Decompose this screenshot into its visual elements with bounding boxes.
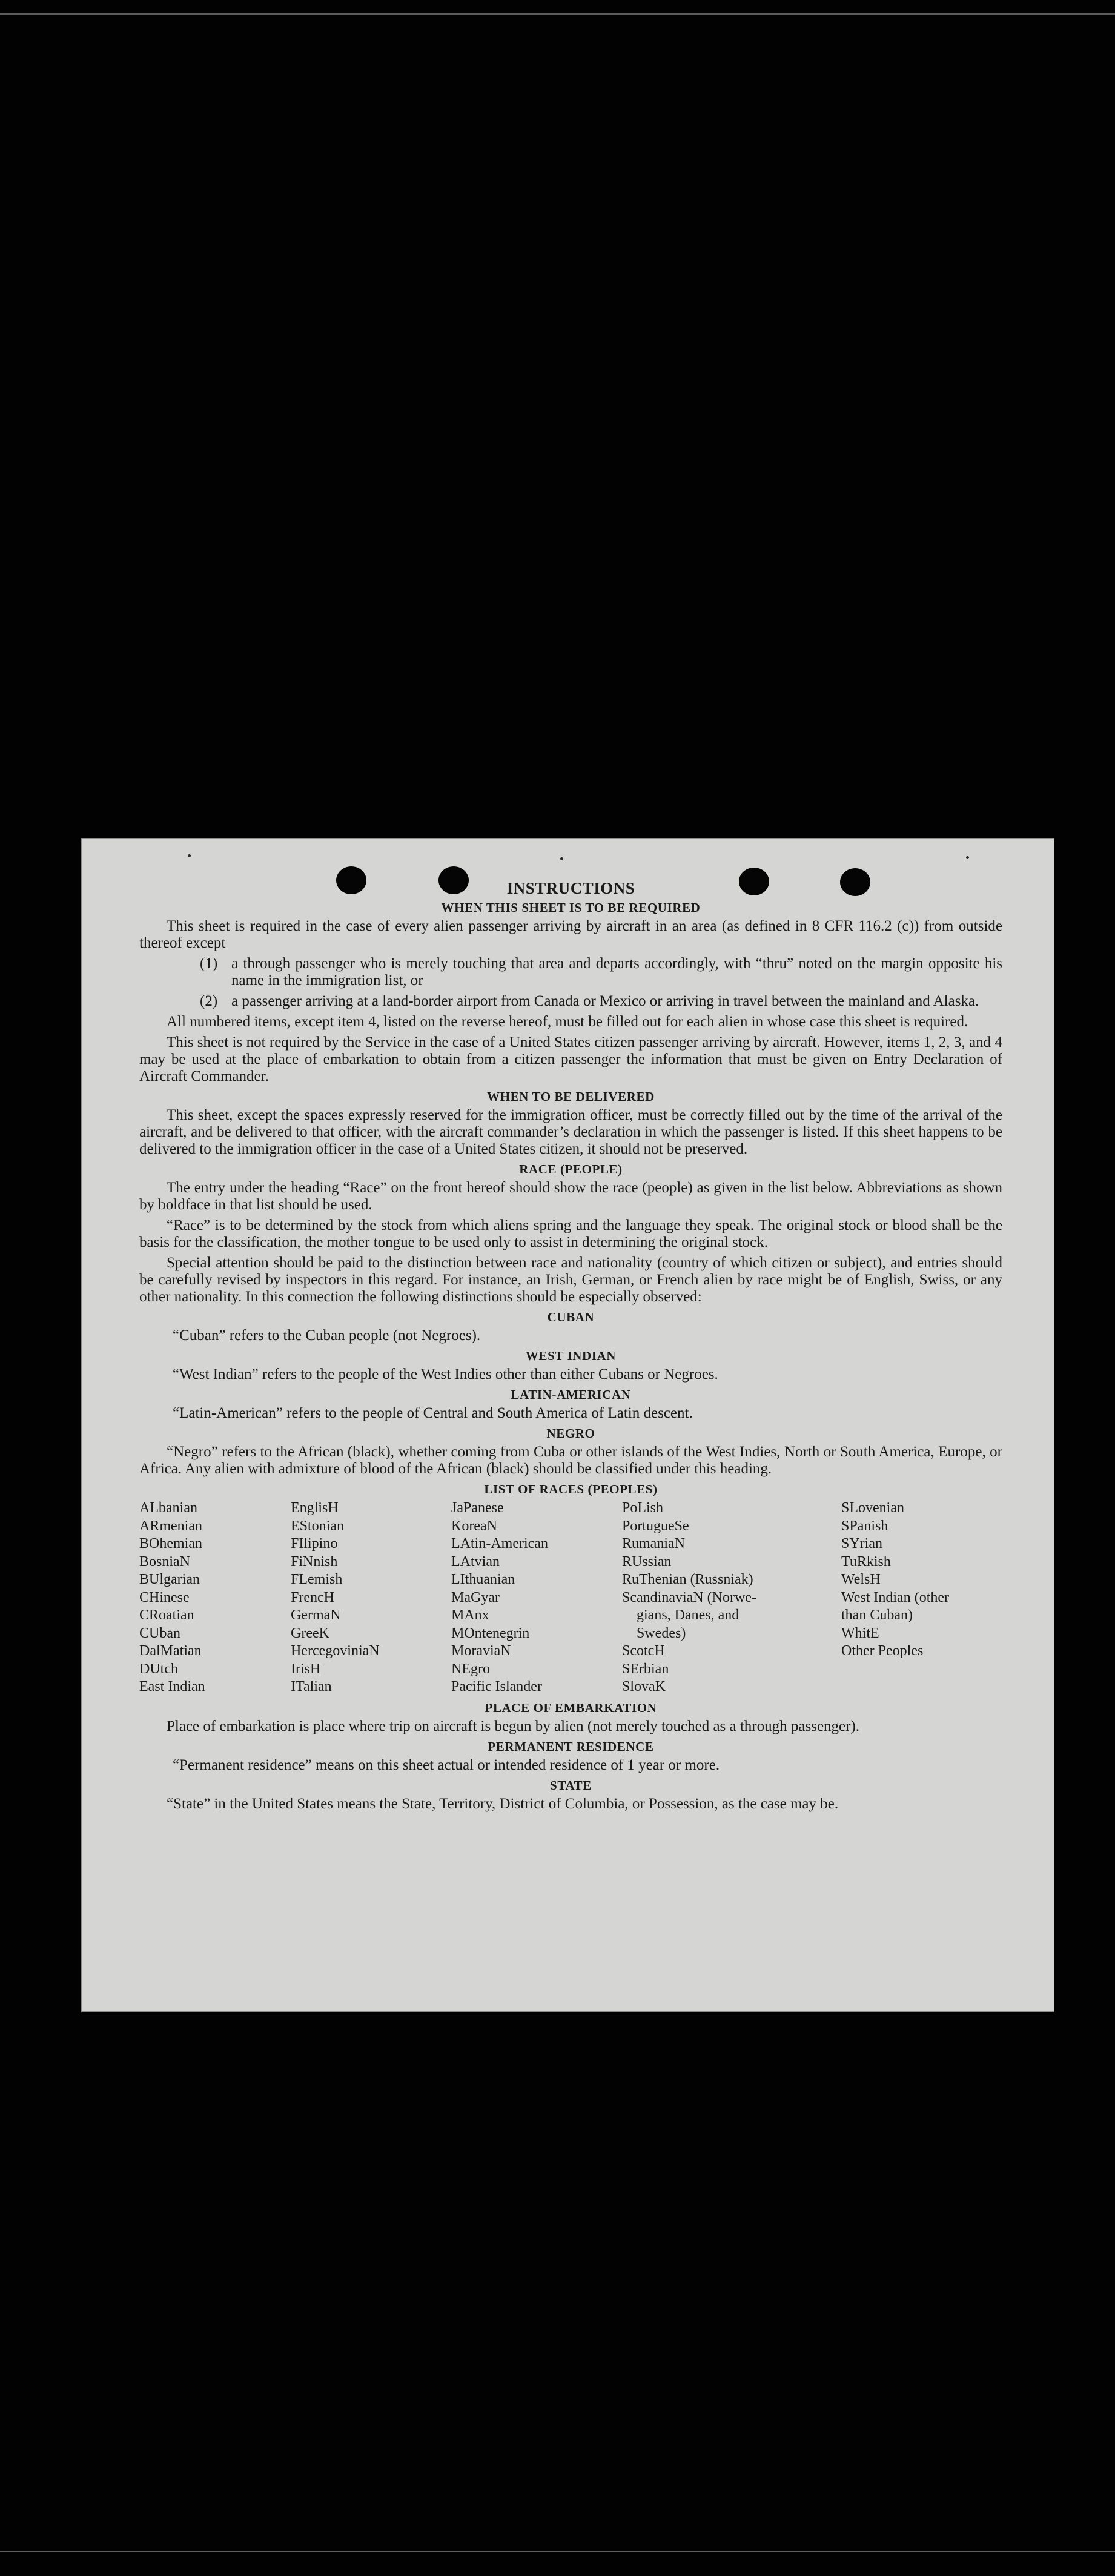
exception-number: (2)	[200, 993, 218, 1009]
race-entry: NEgro	[451, 1661, 490, 1677]
races-column	[139, 1499, 291, 1696]
race-entry: BOhemian	[139, 1536, 202, 1552]
race-entry: RumaniaN	[622, 1536, 685, 1552]
section-heading-west-indian: WEST INDIAN	[525, 1349, 617, 1363]
race-entry: FIlipino	[291, 1536, 338, 1552]
race-entry: MOntenegrin	[451, 1625, 530, 1641]
exception-item	[139, 955, 1002, 989]
race-entry: FiNnish	[291, 1553, 338, 1570]
race-entry: LAtin-American	[451, 1536, 548, 1552]
section-heading-negro: NEGRO	[546, 1426, 595, 1441]
race-entry: MoraviaN	[451, 1643, 511, 1659]
race-entry: GreeK	[291, 1625, 329, 1641]
race-entry: WelsH	[841, 1572, 881, 1587]
races-column	[451, 1499, 622, 1696]
race-entry: PortugueSe	[622, 1518, 689, 1534]
race-entry: SPanish	[841, 1518, 888, 1534]
not-required-paragraph: This sheet is not required by the Service in the case of a United States citizen passenger arriving by aircraft. However, items 1, 2, 3, and 4 may be used at the place of embarkation to obtain from a citizen passenger the information that must be given on Entry Declaration of Aircraft Commander.	[139, 1034, 1002, 1084]
numbered-items-paragraph: All numbered items, except item 4, listed on the reverse hereof, must be filled out for each alien in whose case this sheet is required.	[167, 1014, 968, 1030]
exception-item	[139, 993, 1002, 1010]
punch-hole	[336, 866, 366, 894]
section-heading-when-required: WHEN THIS SHEET IS TO BE REQUIRED	[441, 900, 701, 915]
race-paragraph: Special attention should be paid to the distinction between race and nationality (country of which citizen or subject), and entries should be carefully revised by inspectors in this regard. For instance, an Irish, German, or French alien by race might be of English, Swiss, or any other nationality. In this connection the following distinctions should be especially observed:	[139, 1255, 1002, 1305]
race-entry: KoreaN	[451, 1518, 497, 1534]
section-heading-state: STATE	[550, 1778, 592, 1793]
race-entry: GermaN	[291, 1607, 341, 1623]
race-entry: CHinese	[139, 1589, 190, 1605]
embarkation-paragraph: Place of embarkation is place where trip on aircraft is begun by alien (not merely touched as a through passenger).	[167, 1718, 860, 1734]
scan-border-top	[0, 13, 1115, 15]
race-entry: Swedes)	[622, 1625, 686, 1641]
race-entry: JaPanese	[451, 1500, 504, 1516]
race-entry: HercegoviniaN	[291, 1643, 380, 1659]
cuban-paragraph: “Cuban” refers to the Cuban people (not Negroes).	[173, 1327, 481, 1344]
race-entry: EStonian	[291, 1518, 344, 1534]
section-heading-latin-american: LATIN-AMERICAN	[511, 1387, 631, 1402]
race-entry: than Cuban)	[841, 1607, 913, 1623]
race-entry: LAtvian	[451, 1553, 500, 1570]
race-entry: IrisH	[291, 1661, 321, 1677]
race-paragraph: The entry under the heading “Race” on the front hereof should show the race (people) as given in the list below. Abbreviations as shown by boldface in that list should be used.	[139, 1180, 1002, 1213]
scan-border-bottom	[0, 2551, 1115, 2552]
residence-paragraph: “Permanent residence” means on this sheet actual or intended residence of 1 year or more.	[173, 1756, 720, 1773]
instruction-sheet	[82, 839, 1054, 2011]
race-paragraph: “Race” is to be determined by the stock from which aliens spring and the language they speak. The original stock or blood shall be the basis for the classification, the mother tongue to be used only to assist in determining the original stock.	[139, 1217, 1002, 1250]
race-entry: RuThenian (Russniak)	[622, 1572, 753, 1587]
races-column	[622, 1499, 841, 1696]
races-list	[139, 1499, 1002, 1696]
speck	[966, 856, 969, 859]
latin-american-paragraph: “Latin-American” refers to the people of Central and South America of Latin descent.	[173, 1405, 693, 1421]
race-entry: PoLish	[622, 1500, 664, 1516]
speck	[560, 857, 563, 860]
race-entry: BosniaN	[139, 1553, 190, 1570]
exception-number: (1)	[200, 955, 218, 972]
intro-paragraph: This sheet is required in the case of every alien passenger arriving by aircraft in an area (as defined in 8 CFR 116.2 (c)) from outside thereof except	[139, 918, 1002, 951]
race-entry: Pacific Islander	[451, 1679, 542, 1695]
speck	[188, 854, 191, 857]
section-heading-cuban: CUBAN	[547, 1310, 595, 1324]
race-entry: West Indian (other	[841, 1589, 950, 1605]
races-column	[291, 1499, 451, 1696]
race-entry: SErbian	[622, 1661, 669, 1677]
when-delivered-paragraph: This sheet, except the spaces expressly reserved for the immigration officer, must be correctly filled out by the time of the arrival of the aircraft, and be delivered to that officer, with the aircraft commander’s declaration in which the passenger is listed. If this sheet happens to be delivered to the immigration officer in the case of a United States citizen, it should not be preserved.	[139, 1107, 1002, 1157]
state-paragraph: “State” in the United States means the State, Territory, District of Columbia, or Possession, as the case may be.	[167, 1795, 839, 1812]
section-heading-race: RACE (PEOPLE)	[519, 1162, 623, 1177]
section-heading-when-delivered: WHEN TO BE DELIVERED	[487, 1089, 655, 1104]
race-entry: East Indian	[139, 1679, 205, 1695]
race-entry: ScandinaviaN (Norwe-	[622, 1589, 756, 1605]
race-entry: DUtch	[139, 1661, 178, 1677]
race-entry: BUlgarian	[139, 1572, 200, 1587]
race-entry: ITalian	[291, 1679, 332, 1695]
race-entry: ScotcH	[622, 1643, 665, 1659]
race-entry: MAnx	[451, 1607, 489, 1623]
races-column	[841, 1499, 1000, 1696]
race-entry: SlovaK	[622, 1679, 666, 1695]
race-entry: RUssian	[622, 1553, 672, 1570]
race-entry: WhitE	[841, 1625, 879, 1641]
exception-text: a passenger arriving at a land-border airport from Canada or Mexico or arriving in travel between the mainland and Alaska.	[231, 993, 979, 1009]
race-entry: ARmenian	[139, 1518, 202, 1534]
race-entry: SLovenian	[841, 1500, 904, 1516]
punch-hole	[739, 868, 769, 895]
exception-text: a through passenger who is merely touching that area and departs accordingly, with “thru” noted on the margin opposite his name in the immigration list, or	[231, 955, 1002, 989]
race-entry: CRoatian	[139, 1607, 194, 1623]
race-entry: TuRkish	[841, 1553, 891, 1570]
section-heading-embarkation: PLACE OF EMBARKATION	[485, 1700, 657, 1715]
race-entry: Other Peoples	[841, 1643, 924, 1659]
race-entry: CUban	[139, 1625, 180, 1641]
race-entry: SYrian	[841, 1536, 882, 1552]
race-entry: ALbanian	[139, 1500, 197, 1516]
race-entry: DalMatian	[139, 1643, 202, 1659]
punch-hole	[840, 868, 870, 896]
race-entry: gians, Danes, and	[622, 1607, 739, 1623]
race-entry: EnglisH	[291, 1500, 339, 1516]
west-indian-paragraph: “West Indian” refers to the people of the West Indies other than either Cubans or Negroes.	[173, 1366, 718, 1383]
race-entry: LIthuanian	[451, 1572, 515, 1587]
punch-hole	[438, 866, 469, 894]
section-heading-permanent-residence: PERMANENT RESIDENCE	[488, 1739, 654, 1754]
negro-paragraph: “Negro” refers to the African (black), whether coming from Cuba or other islands of the West Indies, North or South America, Europe, or Africa. Any alien with admixture of blood of the African (black) should be classified under this heading.	[139, 1444, 1002, 1477]
document-title: INSTRUCTIONS	[506, 879, 635, 897]
section-heading-list-of-races: LIST OF RACES (PEOPLES)	[484, 1482, 658, 1496]
race-entry: FrencH	[291, 1589, 334, 1605]
race-entry: MaGyar	[451, 1589, 500, 1605]
race-entry: FLemish	[291, 1572, 343, 1587]
